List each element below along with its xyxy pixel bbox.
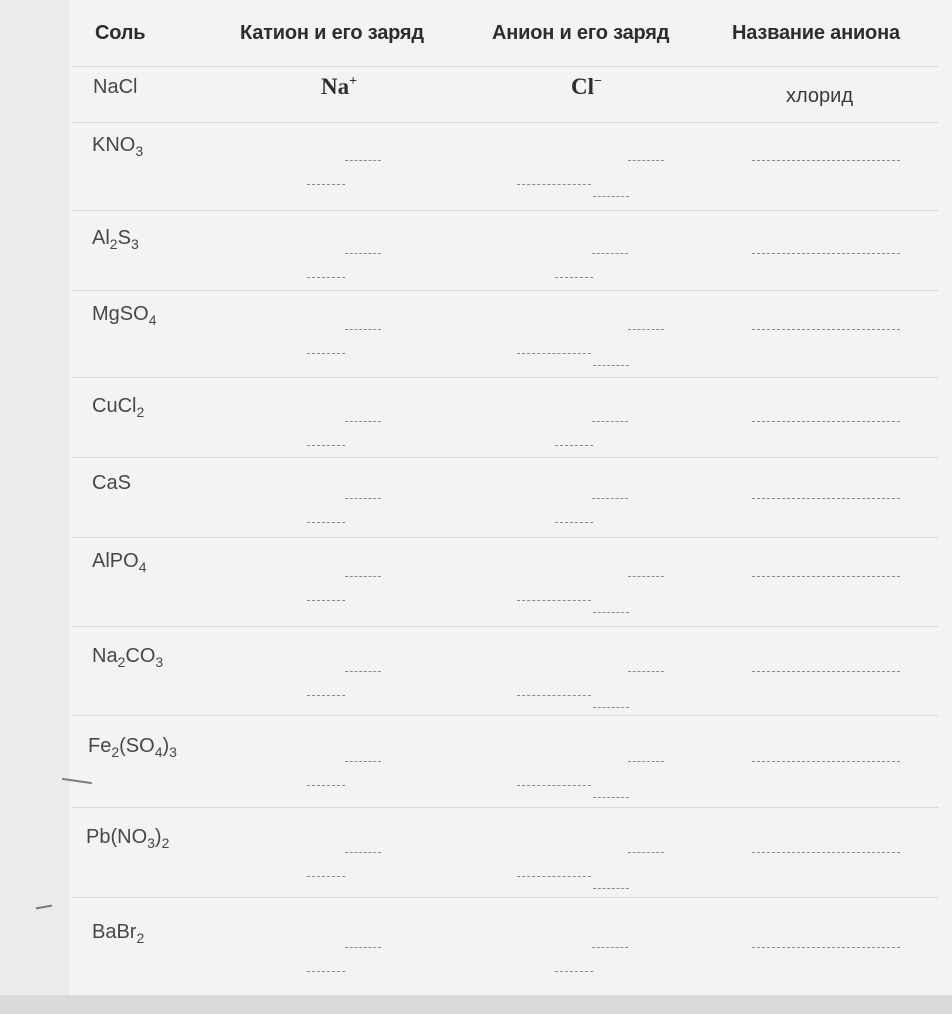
formula-subscript: 2 [109, 236, 118, 252]
example-anion-charge: − [594, 74, 602, 89]
row-divider [72, 897, 938, 898]
salt-formula [86, 826, 169, 849]
formula-text: Fe [88, 735, 112, 757]
row-divider [72, 290, 938, 291]
answer-blank[interactable] [517, 785, 591, 786]
answer-blank[interactable] [345, 329, 381, 330]
row-divider [72, 377, 938, 378]
formula-subscript: 3 [155, 654, 164, 670]
answer-blank[interactable] [592, 947, 628, 948]
row-divider [72, 122, 938, 123]
formula-text: KNO [92, 134, 136, 156]
formula-subscript: 2 [136, 404, 145, 420]
answer-blank[interactable] [345, 761, 381, 762]
formula-subscript: 3 [135, 143, 144, 159]
formula-text: CuCl [92, 395, 137, 417]
row-divider [72, 210, 938, 211]
answer-blank[interactable] [752, 671, 900, 672]
answer-blank[interactable] [593, 888, 629, 889]
answer-blank[interactable] [752, 576, 900, 577]
answer-blank[interactable] [593, 196, 629, 197]
answer-blank[interactable] [517, 695, 591, 696]
formula-text: (SO [119, 735, 155, 757]
formula-text: S [117, 227, 131, 249]
answer-blank[interactable] [345, 498, 381, 499]
answer-blank[interactable] [517, 184, 591, 185]
answer-blank[interactable] [628, 329, 664, 330]
answer-blank[interactable] [307, 522, 345, 523]
answer-blank[interactable] [752, 421, 900, 422]
answer-blank[interactable] [345, 253, 381, 254]
salt-formula [92, 472, 131, 495]
answer-blank[interactable] [555, 971, 593, 972]
formula-subscript: 3 [130, 236, 139, 252]
answer-blank[interactable] [628, 160, 664, 161]
row-divider [72, 457, 938, 458]
answer-blank[interactable] [752, 498, 900, 499]
answer-blank[interactable] [307, 353, 345, 354]
answer-blank[interactable] [307, 785, 345, 786]
formula-text: Pb(NO [86, 826, 148, 848]
answer-blank[interactable] [307, 184, 345, 185]
example-salt: NaCl [93, 76, 138, 98]
formula-subscript: 2 [111, 744, 120, 760]
formula-text: ) [154, 826, 162, 848]
answer-blank[interactable] [592, 253, 628, 254]
row-divider [72, 807, 938, 808]
formula-text: MgSO [92, 303, 149, 325]
left-margin [0, 0, 70, 995]
salt-formula [92, 303, 156, 326]
answer-blank[interactable] [307, 445, 345, 446]
salt-formula [92, 227, 139, 250]
answer-blank[interactable] [593, 707, 629, 708]
formula-text: CO [125, 645, 156, 667]
answer-blank[interactable] [593, 797, 629, 798]
answer-blank[interactable] [517, 876, 591, 877]
example-anion [571, 74, 602, 100]
answer-blank[interactable] [345, 852, 381, 853]
answer-blank[interactable] [752, 253, 900, 254]
example-cation-symbol: Na [321, 74, 350, 99]
salt-formula [88, 735, 177, 758]
answer-blank[interactable] [345, 421, 381, 422]
answer-blank[interactable] [517, 600, 591, 601]
bottom-edge [0, 995, 952, 1014]
formula-text: Al [92, 227, 110, 249]
row-divider [72, 715, 938, 716]
formula-subscript: 4 [148, 312, 157, 328]
answer-blank[interactable] [307, 971, 345, 972]
formula-subscript: 3 [147, 835, 155, 851]
formula-subscript: 4 [154, 744, 163, 760]
header-salt: Соль [95, 22, 146, 44]
example-cation [321, 74, 357, 100]
answer-blank[interactable] [555, 445, 593, 446]
answer-blank[interactable] [307, 695, 345, 696]
formula-subscript: 2 [161, 835, 170, 851]
answer-blank[interactable] [555, 522, 593, 523]
answer-blank[interactable] [752, 761, 900, 762]
answer-blank[interactable] [628, 576, 664, 577]
header-anion-name: Название аниона [732, 22, 900, 44]
formula-subscript: 2 [136, 930, 145, 946]
formula-text: Na [92, 645, 118, 667]
formula-text: AlPO [92, 550, 139, 572]
answer-blank[interactable] [752, 947, 900, 948]
row-divider [72, 626, 938, 627]
answer-blank[interactable] [593, 612, 629, 613]
salt-formula [92, 134, 143, 157]
formula-text: ) [162, 735, 170, 757]
answer-blank[interactable] [752, 329, 900, 330]
answer-blank[interactable] [592, 498, 628, 499]
header-anion: Анион и его заряд [492, 22, 670, 44]
salt-formula [92, 550, 146, 573]
worksheet-page [70, 0, 952, 1000]
example-cation-charge: + [349, 74, 358, 89]
formula-text: CaS [92, 472, 131, 494]
formula-subscript: 4 [138, 559, 147, 575]
answer-blank[interactable] [517, 353, 591, 354]
answer-blank[interactable] [307, 600, 345, 601]
row-divider [72, 66, 938, 67]
answer-blank[interactable] [628, 671, 664, 672]
answer-blank[interactable] [345, 576, 381, 577]
formula-subscript: 2 [117, 654, 126, 670]
answer-blank[interactable] [345, 671, 381, 672]
answer-blank[interactable] [592, 421, 628, 422]
answer-blank[interactable] [345, 947, 381, 948]
example-anion-symbol: Cl [571, 74, 594, 99]
salt-formula [92, 921, 144, 944]
answer-blank[interactable] [752, 160, 900, 161]
answer-blank[interactable] [307, 876, 345, 877]
row-divider [72, 537, 938, 538]
answer-blank[interactable] [628, 852, 664, 853]
answer-blank[interactable] [628, 761, 664, 762]
answer-blank[interactable] [555, 277, 593, 278]
formula-text: BaBr [92, 921, 137, 943]
example-anion-name: хлорид [786, 85, 853, 107]
answer-blank[interactable] [593, 365, 629, 366]
header-cation: Катион и его заряд [240, 22, 424, 44]
answer-blank[interactable] [752, 852, 900, 853]
answer-blank[interactable] [307, 277, 345, 278]
answer-blank[interactable] [345, 160, 381, 161]
salt-formula [92, 645, 163, 668]
salt-formula [92, 395, 144, 418]
formula-subscript: 3 [169, 744, 177, 760]
